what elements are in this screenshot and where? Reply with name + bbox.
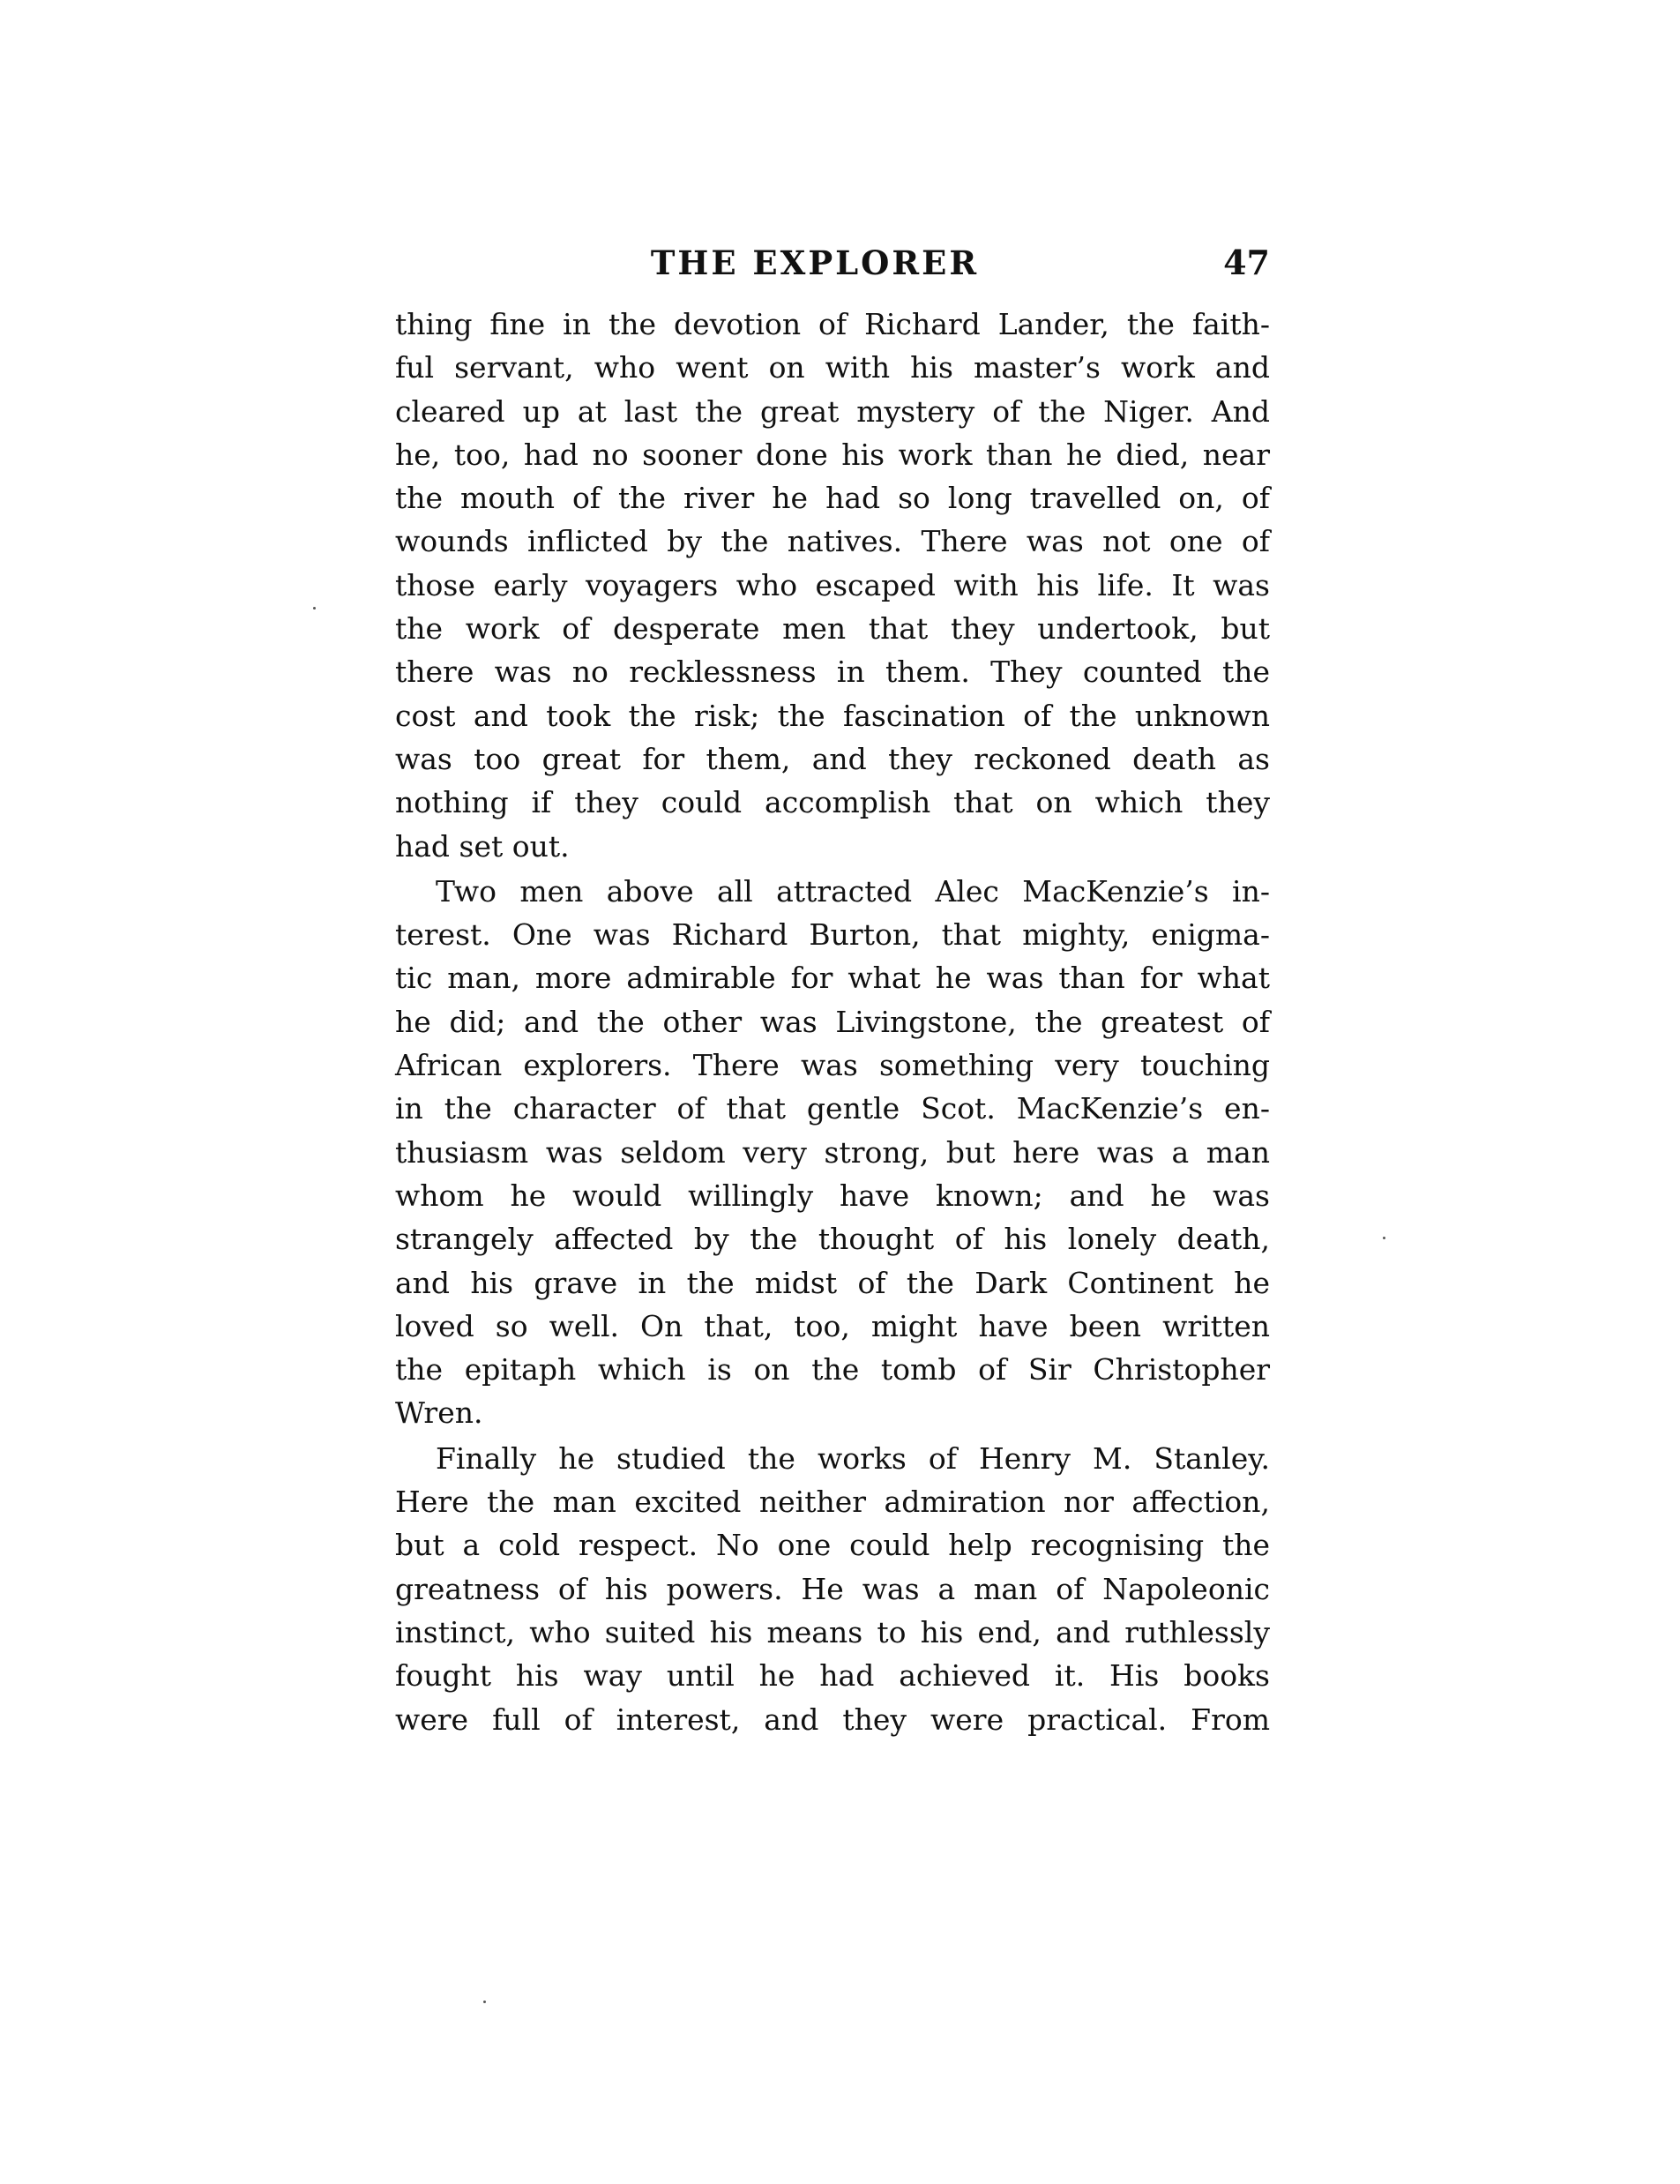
body-text — [395, 303, 1270, 1741]
text-line: Two men above all attracted Alec MacKenzie’s in- — [436, 873, 1270, 909]
text-line: thing fine in the devotion of Richard Lander, the faith- — [395, 307, 1270, 341]
text-line: cost and took the risk; the fascination of the unknown — [395, 698, 1270, 733]
text-line: the epitaph which is on the tomb of Sir Christopher — [395, 1352, 1270, 1387]
text-line: fought his way until he had achieved it. His books — [395, 1658, 1270, 1694]
paragraph — [395, 303, 1270, 868]
text-line: there was no recklessness in them. They counted the — [395, 654, 1270, 690]
text-line: Finally he studied the works of Henry M. Stanley. — [436, 1440, 1270, 1476]
text-line: in the character of that gentle Scot. MacKenzie’s en- — [395, 1091, 1270, 1126]
text-line: thusiasm was seldom very strong, but here was a man — [395, 1134, 1270, 1170]
text-line: greatness of his powers. He was a man of Napoleonic — [395, 1571, 1270, 1606]
scan-speck — [1383, 1237, 1385, 1239]
text-line: the work of desperate men that they undertook, but — [395, 611, 1270, 647]
text-line: had set out. — [395, 828, 570, 864]
text-line: nothing if they could accomplish that on which they — [395, 785, 1270, 820]
text-line: instinct, who suited his means to his end, and ruthlessly — [395, 1614, 1270, 1649]
running-title: THE EXPLORER — [650, 243, 980, 282]
text-line: was too great for them, and they reckoned death as — [395, 741, 1270, 776]
text-line: cleared up at last the great mystery of the Niger. And — [395, 393, 1270, 429]
page-number: 47 — [1223, 243, 1270, 282]
text-line: whom he would willingly have known; and he was — [395, 1178, 1270, 1213]
text-line: were full of interest, and they were practical. From — [395, 1702, 1270, 1737]
text-line: loved so well. On that, too, might have been written — [395, 1308, 1270, 1343]
text-line: wounds inflicted by the natives. There was not one of — [395, 524, 1270, 559]
text-line: Here the man excited neither admiration nor affection, — [395, 1485, 1270, 1520]
text-line: and his grave in the midst of the Dark Continent he — [395, 1265, 1270, 1300]
scan-speck — [313, 607, 316, 610]
text-line: tic man, more admirable for what he was than for what — [395, 961, 1270, 996]
text-line: African explorers. There was something very touching — [395, 1048, 1270, 1083]
text-line: ful servant, who went on with his master’s work and — [395, 350, 1270, 385]
text-line: strangely affected by the thought of his lonely death, — [395, 1222, 1270, 1257]
paragraph — [395, 870, 1270, 1435]
scan-speck — [483, 2001, 486, 2003]
page-header — [395, 236, 1270, 289]
paragraph — [395, 1437, 1270, 1741]
text-line: the mouth of the river he had so long travelled on, of — [395, 481, 1270, 516]
text-line: those early voyagers who escaped with his life. It was — [395, 567, 1270, 602]
text-line: he, too, had no sooner done his work than he died, near — [395, 437, 1270, 472]
text-line: Wren. — [395, 1395, 483, 1431]
text-line: but a cold respect. No one could help recognising the — [395, 1528, 1270, 1563]
text-line: he did; and the other was Livingstone, the greatest of — [395, 1004, 1270, 1039]
text-line: terest. One was Richard Burton, that mighty, enigma- — [395, 917, 1270, 953]
